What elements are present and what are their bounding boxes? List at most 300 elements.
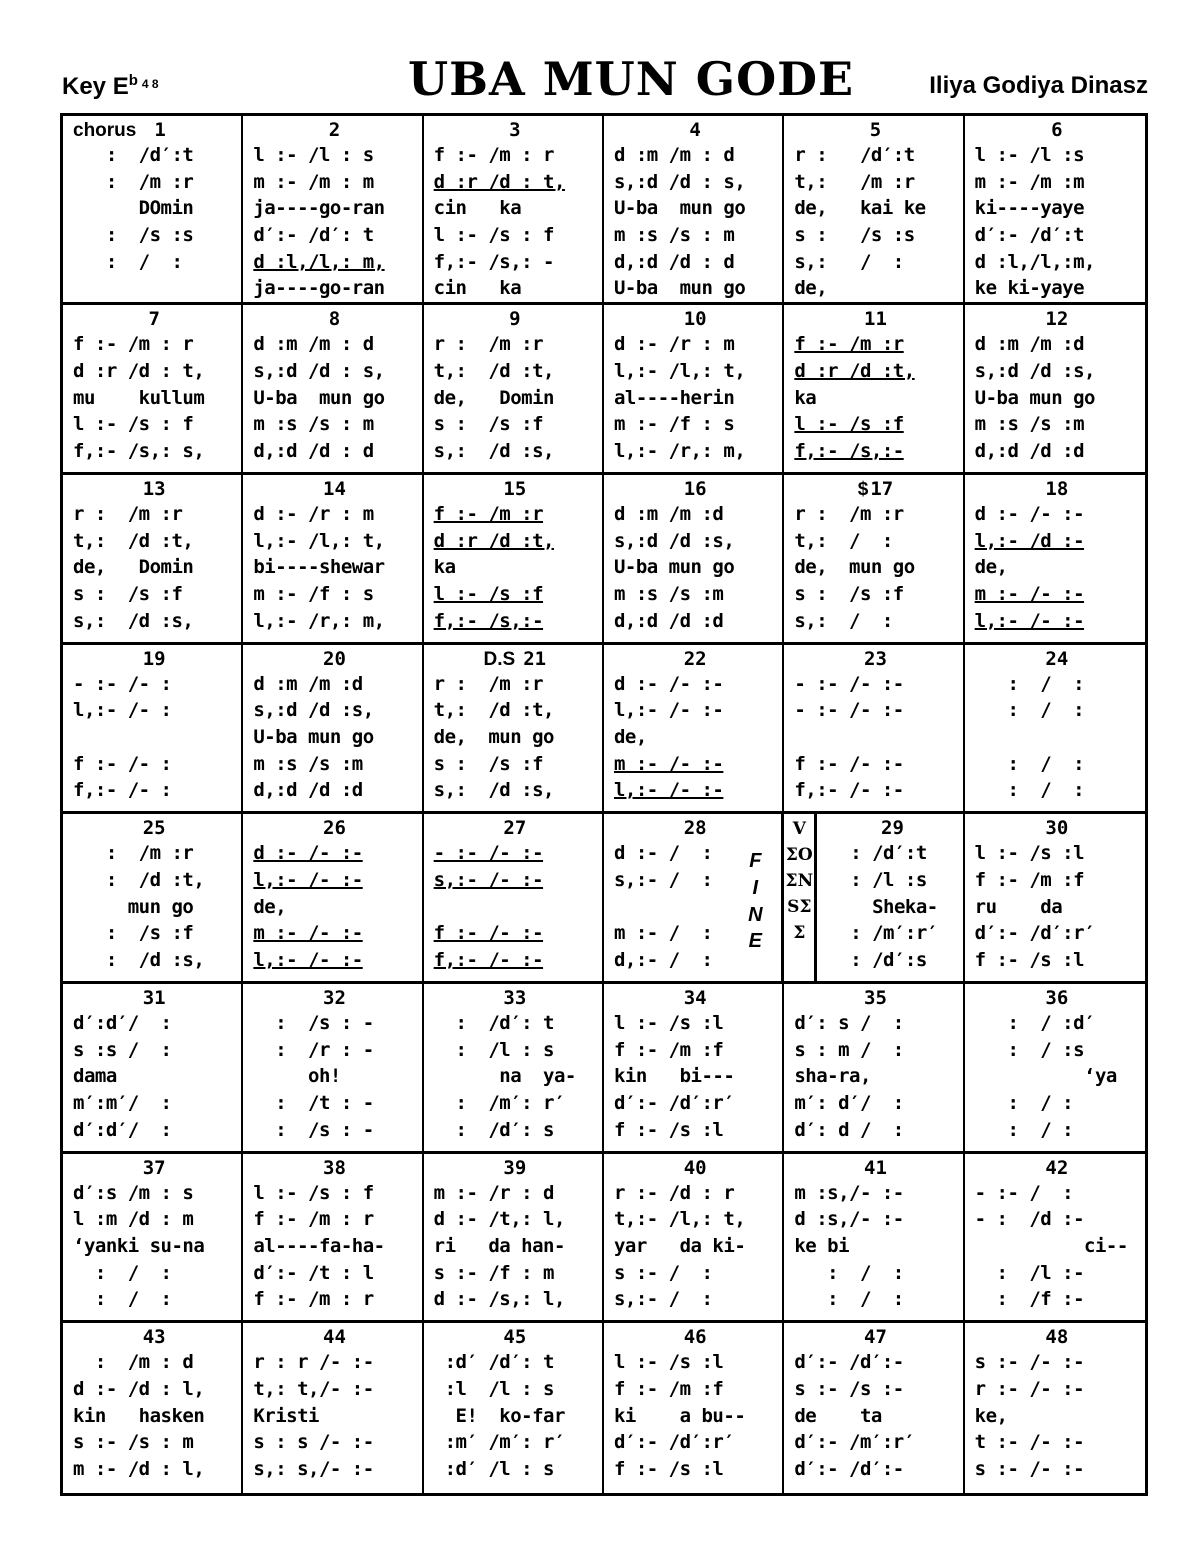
measure-cell — [604, 645, 784, 815]
measure-number: 45 — [503, 1326, 527, 1349]
time-signature: 4 8 — [141, 77, 159, 91]
notation-line: m :- /- :- — [613, 752, 724, 775]
notation-line: d :- /r : m — [613, 333, 735, 356]
key-flat: b — [128, 72, 138, 89]
notation-line: : / : — [974, 752, 1085, 775]
measure-number: 14 — [323, 477, 346, 500]
notation-line: d :m /m :d — [974, 333, 1085, 356]
notation-line: f,:- /s,: - — [433, 250, 554, 273]
notation-line: de, kai ke — [794, 197, 926, 220]
measure-cell — [243, 1154, 423, 1324]
notation-line: DOmin — [73, 197, 194, 220]
notation-line: m :- /m :m — [974, 170, 1085, 193]
notation-line: : / : — [974, 1091, 1074, 1114]
measure-cell — [604, 305, 784, 475]
fine-letter: N — [748, 903, 763, 926]
measure-cell — [243, 116, 423, 305]
notation-line: t,: /d :t, — [433, 699, 554, 722]
notation-line: s,:d /d :s, — [974, 359, 1095, 382]
measure-header — [614, 816, 782, 840]
notation-line: al----herin — [613, 386, 735, 409]
notation-line: : / : — [974, 672, 1085, 695]
measure-cell — [243, 645, 423, 815]
notation-line: l,:- /l,: t, — [613, 359, 746, 382]
notation-line: : /s :s — [73, 224, 194, 247]
verse-letter: V — [792, 819, 806, 840]
measure-header — [614, 986, 782, 1010]
notation-line: s,:- /- :- — [433, 868, 544, 891]
measure-header — [73, 1156, 241, 1180]
measure-number: 10 — [683, 308, 707, 331]
notation-line — [794, 724, 962, 751]
notation-line: m :- / : — [613, 922, 713, 945]
verse-letter: Σ — [793, 923, 806, 944]
notation-line: U-ba mun go — [613, 197, 746, 220]
ds-marking: D.S — [483, 648, 516, 670]
notation-line: d :- / : — [613, 842, 713, 865]
notation-line: d′:d′/ : — [73, 1011, 172, 1034]
notation-line: l,:- /l,: t, — [253, 529, 385, 552]
measure-header — [614, 1325, 782, 1349]
notation-line: d :s,/- :- — [794, 1208, 904, 1231]
notation-line: d :- /t,: l, — [433, 1208, 565, 1231]
notation-line: U-ba mun go — [613, 556, 735, 579]
notation-line: d′:- /d′:- — [794, 1351, 904, 1374]
notation-line: f :- /m : r — [253, 1208, 374, 1231]
measure-number: 6 — [1051, 119, 1063, 141]
notation-line: ja----go-ran — [253, 197, 385, 220]
measure-number: 48 — [1045, 1326, 1069, 1349]
notation-line: l,:- /- :- — [253, 948, 363, 971]
measure-number: 9 — [509, 308, 521, 331]
measure-header — [434, 986, 602, 1010]
notation-line: s,: /d :s, — [433, 439, 554, 462]
notation-line: f :- /- : — [73, 752, 172, 775]
notation-line: s :- /f : m — [433, 1261, 554, 1284]
measure-cell — [63, 475, 243, 645]
notation-line: l :- /s :f — [794, 413, 904, 436]
measure-cell — [965, 305, 1145, 475]
measure-number: 43 — [142, 1326, 166, 1349]
notation-line: f :- /m : r — [433, 144, 554, 166]
notation-line: d :- /d : l, — [73, 1377, 205, 1400]
measure-number: 27 — [503, 817, 527, 840]
measure-header — [434, 1156, 602, 1180]
notation-line: ci-- — [974, 1234, 1128, 1257]
measure-number: 19 — [142, 647, 166, 670]
notation-line: l,:- /- :- — [613, 779, 724, 802]
chorus-label: chorus — [73, 120, 137, 141]
measure-number: 22 — [683, 647, 707, 670]
notation-line: ki----yaye — [974, 197, 1085, 220]
measure-cell — [784, 645, 964, 815]
notation-line: cin ka — [433, 277, 522, 300]
measure-header — [975, 307, 1145, 331]
notation-line: d :m /m : d — [253, 333, 374, 356]
notation-line: na ya- — [433, 1065, 576, 1088]
notation-line: : /t : - — [253, 1091, 374, 1114]
notation-line: d′:- /d′:r′ — [613, 1091, 735, 1114]
measure-header — [794, 307, 962, 331]
notation-line: ke ki-yaye — [974, 277, 1085, 300]
notation-line: d :r /d : t, — [433, 170, 565, 193]
notation-line: : / : — [794, 1261, 904, 1284]
notation-line: : / : — [974, 1118, 1074, 1141]
measure-header — [253, 118, 421, 142]
notation-line: - : /d :- — [974, 1208, 1085, 1231]
notation-line: mu kullum — [73, 386, 205, 409]
notation-line: : /m : d — [73, 1351, 194, 1374]
measure-header — [975, 118, 1145, 142]
measure-header — [73, 307, 241, 331]
measure-cell — [63, 984, 243, 1154]
notation-line: ‘ya — [974, 1065, 1117, 1088]
notation-line: s :s / : — [73, 1038, 172, 1061]
measure-number: 32 — [323, 986, 346, 1009]
notation-line: m :s /s :m — [974, 413, 1085, 436]
notation-line: : / : — [73, 1261, 172, 1284]
notation-line: d′:- /t : l — [253, 1261, 374, 1284]
notation-line: : /d :t, — [73, 868, 205, 891]
notation-line: d′:d′/ : — [73, 1118, 172, 1141]
notation-line: s,:d /d :s, — [613, 529, 735, 552]
notation-line: de, — [253, 895, 287, 918]
measure-header — [794, 477, 962, 501]
notation-line: s,:d /d : s, — [253, 359, 385, 382]
measure-number: 39 — [503, 1156, 527, 1179]
notation-line: ki a bu-- — [613, 1404, 746, 1427]
notation-line: - :- /- :- — [794, 699, 904, 722]
measure-number: 4 — [689, 119, 701, 141]
notation-line: d,:d /d : d — [613, 250, 735, 273]
notation-line: : /d′:s — [828, 948, 927, 971]
measure-header — [434, 647, 602, 671]
measure-number: 16 — [683, 477, 707, 500]
notation-line: d :- /- :- — [253, 842, 363, 865]
notation-line: d,:d /d :d — [253, 779, 363, 802]
measure-cell — [243, 305, 423, 475]
notation-line: ru da — [974, 895, 1063, 918]
measure-header — [794, 118, 962, 142]
measure-cell — [604, 1323, 784, 1493]
notation-line: f :- /m :r — [794, 333, 904, 356]
notation-line: d :l,/l,: m, — [253, 250, 385, 273]
measure-number: 1 — [154, 119, 166, 141]
notation-line — [434, 894, 602, 921]
notation-line: : /d′: s — [433, 1118, 554, 1141]
notation-line: ja----go-ran — [253, 277, 385, 300]
notation-line: :d′ /d′: t — [433, 1351, 554, 1374]
measure-header — [434, 477, 602, 501]
notation-line: l :- /l : s — [253, 144, 374, 166]
notation-line: f :- /s :l — [613, 1458, 724, 1481]
page-header — [62, 52, 1148, 108]
measure-header — [73, 118, 241, 142]
measure-header — [73, 1325, 241, 1349]
notation-line: l,:- /r,: m, — [253, 609, 385, 632]
notation-line: U-ba mun go — [613, 277, 746, 300]
notation-line: - :- / : — [974, 1181, 1074, 1204]
notation-line: s :- /s : m — [73, 1431, 194, 1454]
measure-cell — [424, 1154, 604, 1324]
measure-number: 5 — [869, 119, 882, 141]
notation-line: de ta — [794, 1404, 882, 1427]
measure-cell — [784, 305, 964, 475]
notation-line: t :- /- :- — [974, 1431, 1085, 1454]
measure-header — [73, 647, 241, 671]
notation-line: f :- /m : r — [253, 1288, 374, 1311]
measure-number: 38 — [323, 1156, 346, 1179]
notation-line: t,: /m :r — [794, 170, 915, 193]
measure-number: 13 — [142, 477, 166, 500]
notation-line: bi----shewar — [253, 556, 385, 579]
notation-line: m :s /s :m — [613, 582, 724, 605]
measure-number: 30 — [1045, 817, 1069, 840]
notation-line: s : /s :f — [794, 582, 904, 605]
notation-line: s,: /d :s, — [433, 779, 554, 802]
measure-header — [73, 816, 241, 840]
notation-line: r : r /- :- — [253, 1351, 374, 1374]
notation-line: s :- /- :- — [974, 1351, 1085, 1374]
measure-header — [614, 118, 782, 142]
measure-cell — [604, 984, 784, 1154]
notation-line: l :- /s : f — [253, 1181, 374, 1204]
measure-header — [975, 1156, 1145, 1180]
notation-line: - :- /- :- — [433, 842, 544, 865]
notation-line: : / : — [974, 699, 1085, 722]
measure-header — [794, 986, 962, 1010]
measure-cell — [965, 1323, 1145, 1493]
measure-header — [614, 1156, 782, 1180]
measure-cell — [424, 116, 604, 305]
notation-line: - :- /- :- — [794, 672, 904, 695]
measure-header — [434, 1325, 602, 1349]
measure-number: 21 — [523, 647, 547, 670]
notation-line: d :- /s,: l, — [433, 1288, 565, 1311]
notation-line: : /s : - — [253, 1011, 374, 1034]
verse-letter: ΣΝ — [785, 871, 814, 892]
notation-line: d′: d / : — [794, 1118, 904, 1141]
notation-line: d,:d /d :d — [613, 609, 724, 632]
measure-cell — [965, 984, 1145, 1154]
notation-line: d′:- /d′:t — [974, 224, 1085, 247]
notation-line: d :m /m : d — [613, 144, 735, 166]
notation-line: t,: /d :t, — [433, 359, 554, 382]
notation-line: de, Domin — [73, 556, 194, 579]
measure-cell — [424, 645, 604, 815]
measure-cell — [63, 645, 243, 815]
notation-line: l,:- /- : — [73, 699, 172, 722]
notation-line: r : /m :r — [73, 502, 183, 525]
notation-line: s,:d /d :s, — [253, 699, 374, 722]
notation-line: f :- /- :- — [433, 922, 544, 945]
notation-line: r : /m :r — [794, 502, 904, 525]
notation-line: ke, — [974, 1404, 1008, 1427]
measure-number: 15 — [503, 477, 527, 500]
notation-line: : /r : - — [253, 1038, 374, 1061]
notation-line: : /s :f — [73, 922, 194, 945]
notation-line: d :r /d :t, — [433, 529, 554, 552]
notation-line — [73, 724, 241, 751]
notation-line: E! ko-far — [433, 1404, 565, 1427]
measure-cell — [784, 475, 964, 645]
notation-line: t,: t,/- :- — [253, 1377, 374, 1400]
measure-header — [253, 307, 421, 331]
measure-cell — [784, 1323, 964, 1493]
notation-line: ‘yanki su-na — [73, 1234, 205, 1257]
notation-line: f :- /m : r — [73, 333, 194, 356]
notation-line: kin hasken — [73, 1404, 205, 1427]
composer-name: Iliya Godiya Dinasz — [929, 72, 1148, 99]
notation-line: s,: /d :s, — [73, 609, 194, 632]
measure-number: 42 — [1045, 1156, 1069, 1179]
notation-line: d :- /- :- — [974, 502, 1085, 525]
notation-line: f :- /m :f — [613, 1038, 724, 1061]
notation-line: d′:- /d′:r′ — [974, 922, 1095, 945]
notation-line: l :- /l :s — [974, 144, 1085, 166]
notation-line: d′: s / : — [794, 1011, 904, 1034]
measure-header — [434, 307, 602, 331]
measure-cell — [965, 645, 1145, 815]
measure-header — [253, 986, 421, 1010]
notation-line: l :- /s : f — [433, 224, 554, 247]
notation-line: :m′ /m′: r′ — [433, 1431, 565, 1454]
notation-line: f,:- /s,:- — [794, 439, 904, 462]
notation-line: r : /d′:t — [794, 144, 915, 166]
measure-cell — [63, 814, 243, 984]
measure-number: 25 — [142, 817, 166, 840]
tonic-solfa-score — [60, 113, 1148, 1496]
notation-line: : /d′:t — [828, 842, 927, 865]
measure-cell — [63, 1323, 243, 1493]
notation-line: : /l :s — [828, 868, 927, 891]
notation-line: s,: / : — [794, 609, 893, 632]
measure-number: 37 — [142, 1156, 166, 1179]
notation-line: d,:d /d : d — [253, 439, 374, 462]
notation-line: l :m /d : m — [73, 1208, 194, 1231]
notation-line: s,:- / : — [613, 868, 713, 891]
measure-header — [975, 816, 1145, 840]
notation-line: : /l :- — [974, 1261, 1085, 1284]
notation-line: r : /m :r — [433, 672, 544, 695]
notation-line: : / :s — [974, 1038, 1085, 1061]
notation-line: : / : — [73, 250, 183, 273]
notation-line: r :- /- :- — [974, 1377, 1085, 1400]
notation-line: f :- /m :f — [974, 868, 1085, 891]
measure-header — [73, 986, 241, 1010]
measure-cell — [424, 1323, 604, 1493]
measure-cell — [604, 1154, 784, 1324]
notation-line: f,:- /s,: s, — [73, 439, 205, 462]
notation-line: de, — [613, 725, 647, 748]
notation-line: l,:- /d :- — [974, 529, 1085, 552]
notation-line: l,:- /- :- — [974, 609, 1085, 632]
measure-cell — [604, 475, 784, 645]
measure-header — [73, 477, 241, 501]
notation-line: : /m :r — [73, 842, 194, 865]
notation-line: ke bi — [794, 1234, 850, 1257]
notation-line: l :- /s :l — [613, 1351, 724, 1374]
notation-line: d′:- /d′: t — [253, 224, 374, 247]
notation-line: s : /s :f — [73, 582, 183, 605]
measure-number: 8 — [328, 308, 341, 331]
notation-line: d′:- /d′:- — [794, 1458, 904, 1481]
notation-line: f,:- /- :- — [433, 948, 544, 971]
measure-number: 3 — [509, 119, 521, 141]
measure-header — [253, 1325, 421, 1349]
notation-line: d :r /d :t, — [794, 359, 915, 382]
notation-line: sha-ra, — [794, 1065, 871, 1088]
notation-line: s : /s :s — [794, 224, 915, 247]
measure-number: 20 — [323, 647, 346, 670]
measure-cell — [784, 984, 964, 1154]
measure-number: 12 — [1045, 308, 1069, 331]
notation-line: d :m /m :d — [253, 672, 363, 695]
measure-number: 11 — [864, 308, 887, 331]
measure-number: 44 — [323, 1326, 346, 1349]
notation-line: Sheka- — [828, 895, 938, 918]
measure-header — [253, 816, 421, 840]
fine-marking — [744, 848, 766, 955]
measure-number: 7 — [148, 308, 160, 331]
measure-cell — [784, 116, 964, 305]
measure-cell — [424, 984, 604, 1154]
notation-line — [975, 724, 1145, 751]
notation-line: l :- /s :l — [974, 842, 1085, 865]
notation-line: f :- /s :l — [613, 1118, 724, 1141]
fine-letter: I — [752, 876, 759, 899]
notation-line: m′: d′/ : — [794, 1091, 904, 1114]
notation-line: : /d′: t — [433, 1011, 554, 1034]
measure-cell — [63, 1154, 243, 1324]
notation-line: s,:d /d : s, — [613, 170, 746, 193]
fine-letter: F — [749, 850, 762, 873]
notation-line: l :- /s :f — [433, 582, 544, 605]
notation-line: t,: /d :t, — [73, 529, 194, 552]
measure-cell — [784, 814, 964, 984]
notation-line: :d′ /l : s — [433, 1458, 554, 1481]
notation-line: f,:- /s,:- — [433, 609, 544, 632]
notation-line: m :- /m : m — [253, 170, 374, 193]
measure-number: 36 — [1045, 986, 1069, 1009]
measure-header — [975, 1325, 1145, 1349]
measure-cell — [243, 1323, 423, 1493]
notation-line: d′:- /d′:r′ — [613, 1431, 735, 1454]
notation-line: d :- /- :- — [613, 672, 724, 695]
notation-line: m :s /s : m — [613, 224, 735, 247]
notation-line: r : /m :r — [433, 333, 544, 356]
notation-line: : / : — [794, 1288, 904, 1311]
notation-line: mun go — [73, 895, 194, 918]
notation-line: s : /s :f — [433, 752, 544, 775]
notation-line: : /d :s, — [73, 948, 205, 971]
measure-number: 24 — [1045, 647, 1069, 670]
notation-line: cin ka — [433, 197, 522, 220]
notation-line: d′:s /m : s — [73, 1181, 194, 1204]
key-signature — [62, 72, 159, 101]
segno-sign: $ — [857, 478, 869, 500]
notation-line: m :- /r : d — [433, 1181, 554, 1204]
notation-line: s : s /- :- — [253, 1431, 374, 1454]
notation-line: : / :d′ — [974, 1011, 1095, 1034]
notation-line: m :- /f : s — [253, 582, 374, 605]
notation-line: : /s : - — [253, 1118, 374, 1141]
notation-line: d :l,/l,:m, — [974, 250, 1095, 273]
measure-header — [794, 647, 962, 671]
measure-number: 35 — [864, 986, 887, 1009]
notation-line: : /l : s — [433, 1038, 554, 1061]
notation-line: de, mun go — [794, 556, 915, 579]
